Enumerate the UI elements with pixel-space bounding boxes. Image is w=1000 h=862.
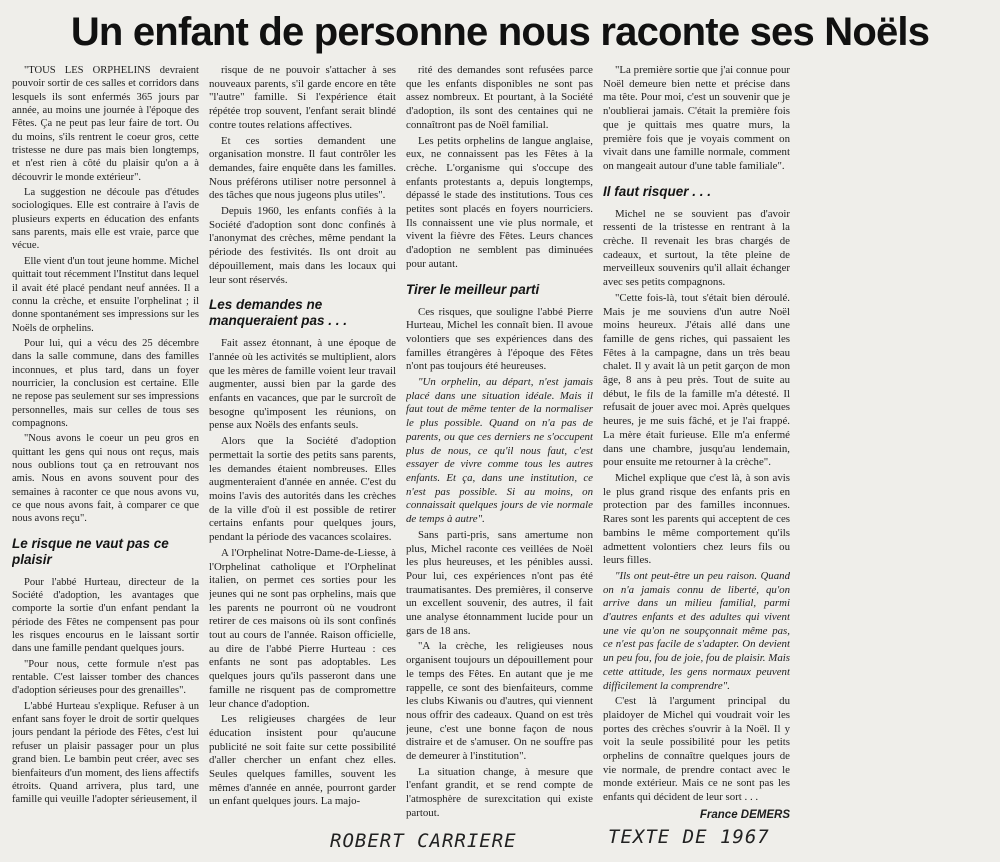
paragraph: Alors que la Société d'adoption permettait la sortie des petits sans parents, les demandes étaient nombreuses. Elles augmenteraient d'année en année. C'est du moins l'avis des autorités dans les crèches de la ville d'où il est possible de retirer certains enfants pour quelques jours, pendant la période des vacances scolaires. <box>209 435 396 544</box>
column-1 <box>12 64 199 826</box>
paragraph: A l'Orphelinat Notre-Dame-de-Liesse, à l'Orphelinat catholique et l'Orphelinat italien, on permet ces sorties pour les jeunes qui ne sont pas orphelins, mais que les parents ne pourront où ne voudront retirer de ces maisons où ils sont confinés tout au cours de l'année. Raison officielle, au dire de l'abbé Pierre Hurteau : ces enfants ne sont pas adoptables. Les quelques jours qu'ils passeront dans une famille ne risquent pas de compromettre leur chance d'adoption. <box>209 546 396 710</box>
paragraph: Elle vient d'un tout jeune homme. Michel quittait tout récemment l'Institut dans lequel il avait été placé pendant neuf années. Il a connu la crèche, et ensuite l'orphelinat ; il donne spontanément ses impressions sur les Noëls de orphelins. <box>12 255 199 334</box>
paragraph: Les petits orphelins de langue anglaise, eux, ne connaissent pas les Fêtes à la crèche. L'organisme qui s'occupe des enfants protestants a, depuis longtemps, dépassé le stade des institutions. Tous ces petites sont placés en foyers nourriciers. Ils connaissent une vie plus normale, et vivent la fièvre des Fêtes. Leurs chances d'adoption ne semblent pas diminuées pour autant. <box>406 134 593 270</box>
handwritten-date-note: TEXTE DE 1967 <box>608 826 770 848</box>
article-columns <box>12 64 992 826</box>
byline: France DEMERS <box>699 808 790 821</box>
section-heading: Il faut risquer . . . <box>603 183 712 199</box>
quote-paragraph: "Un orphelin, au départ, n'est jamais placé dans une situation idéale. Mais il faut tout de même tenter de la normaliser le plus possible. Quand on n'a pas de parents, ou que ces derniers ne s'occupent plus de nous, ce qu'il nous faut, c'est essayer de vivre comme tous les autres enfants. Et ça, dans une institution, ce n'est pas possible. Si au moins, on connaissait quelques jours de vie normale de temps à autre". <box>406 376 593 526</box>
paragraph: Les religieuses chargées de leur éducation insistent pour qu'aucune publicité ne soit faite sur cette possibilité d'aller chercher un enfant chez elles. Seules quelques familles, souvent les mêmes d'année en année, pourront garder un enfant quelques jours. La majo- <box>209 713 396 808</box>
paragraph: La situation change, à mesure que l'enfant grandit, et se rend compte de l'atmosphère de surexcitation qui existe partout. <box>406 765 593 819</box>
paragraph: Sans parti-pris, sans amertume non plus, Michel raconte ces veillées de Noël les plus heureuses, et les pénibles aussi. Pour lui, ces expériences n'ont pas été traumatisantes. Des premières, il conserve un excellent souvenir, des autres, il fait une analyse étonnamment lucide pour un gars de 18 ans. <box>406 528 593 637</box>
paragraph: "A la crèche, les religieuses nous organisent toujours un dépouillement pour le temps des Fêtes. En autant que je me rappelle, ce sont des bienfaiteurs, comme les clubs Kiwanis ou d'autres, qui viennent nous offrir des cadeaux. Quand on est très jeune, c'est une bonne façon de nous distraire et de s'amuser. On ne souffre pas de demeurer à l'institution". <box>406 640 593 763</box>
headline: Un enfant de personne nous raconte ses Noëls <box>70 10 930 54</box>
paragraph: risque de ne pouvoir s'attacher à ses nouveaux parents, s'il garde encore en tête "l'autre" famille. Si l'expérience était répétée trop souvent, l'enfant serait blindé contre toutes relations affectives. <box>209 64 396 131</box>
paragraph: "Nous avons le coeur un peu gros en quittant les gens qui nous ont reçus, mais nous oublions tout ça en retrouvant nos amis. Nous en avons souvent pour des semaines à raconter ce que nous avons vu, ce que nous avons fait, à comparer ce que nous avons reçu". <box>12 433 199 525</box>
paragraph: Fait assez étonnant, à une époque de l'année où les activités se multiplient, alors que les mères de famille voient leur travail augmenter, aussi bien par la garde des enfants en vacances, que par le surcroît de besogne qu'imposent les réunions, on pense aux Noëls des enfants seuls. <box>209 337 396 432</box>
paragraph: Ces risques, que souligne l'abbé Pierre Hurteau, Michel les connaît bien. Il avoue volontiers que ses expériences dans des familles étrangères à l'époque des Fêtes n'ont pas toujours été heureuses. <box>406 305 593 373</box>
paragraph: Depuis 1960, les enfants confiés à la Société d'adoption sont donc confinés à l'anonymat des crèches, même pendant la période des festivités. Ils ont droit au dépouillement, mais dans les locaux qui leur sont réservés. <box>209 205 396 286</box>
paragraph: C'est là l'argument principal du plaidoyer de Michel qui voudrait voir les portes des crèches s'ouvrir à la Noël. Il y voit la seule possibilité pour les petits orphelins de connaître quelques jours de vie normale, de prendre contact avec le monde extérieur. Mais ce ne sont pas les enfants qui décident de leur sort . . . <box>603 695 790 804</box>
paragraph: Pour l'abbé Hurteau, directeur de la Société d'adoption, les avantages que comporte la sortie d'un enfant pendant la période des Fêtes ne compensent pas pour les risques encourus en le laissant sortir dans une famille pendant quelques jours. <box>12 576 199 655</box>
paragraph: Pour lui, qui a vécu des 25 décembre dans la salle commune, dans des familles inconnues, et plus tard, dans un foyer nourricier, la conclusion est certaine. Elle ne repose pas seulement sur ses impressions personnelles, mais sur celles de tous ses compagnons. <box>12 337 199 429</box>
section-heading: Les demandes ne manqueraient pas . . . <box>209 297 348 329</box>
handwritten-author: ROBERT CARRIERE <box>330 830 517 852</box>
paragraph: "Cette fois-là, tout s'était bien déroulé. Mais je me souviens d'un autre Noël moins heureux. J'étais allé dans une famille de gens riches, qui passaient les Fêtes à la campagne, dans un très beau chalet. Il y avait là un petit garçon de mon âge, 8 ans à peu près. Tout de suite au début, le fils de la famille m'a détesté. Il refusait de jouer avec moi. Après quelques heures, je me suis fâché, et je l'ai frappé. La mère était furieuse. Elle m'a enfermé dans une chambre, jusqu'au lendemain, pour ensuite me retourner à la crèche". <box>603 291 790 469</box>
section-heading: Tirer le meilleur parti <box>406 281 540 297</box>
paragraph: Et ces sorties demandent une organisation monstre. Il faut contrôler les demandes, faire enquête dans les familles. Nous préférons utiliser notre personnel à des tâches que nous jugeons plus utiles". <box>209 134 396 202</box>
paragraph: "Pour nous, cette formule n'est pas rentable. C'est laisser tomber des chances d'adoption sérieuses pour des grenailles". <box>12 658 199 697</box>
section-heading: Le risque ne vaut pas ce plaisir <box>12 535 169 567</box>
quote-paragraph: "Ils ont peut-être un peu raison. Quand on n'a jamais connu de liberté, qu'on arrive dans un milieu familial, parmi d'autres enfants et des adultes qui vivent une vie qu'on ne soupçonnait même pas, ce n'est pas facile de s'adapter. On devient un peu fou, fou de joie, fou de plaisir. Mais cette attitude, les gens normaux peuvent difficilement la comprendre". <box>603 569 790 692</box>
paragraph: "TOUS LES ORPHELINS devraient pouvoir sortir de ces salles et corridors dans lesquels ils sont enfermés 365 jours par année, au moins une journée à l'époque des Fêtes. Ça ne peut pas leur faire de tort. Ou du moins, s'ils rentrent le coeur gros, cette tristesse ne dure pas mais bien longtemps, et n'est rien à côté du plaisir qu'on a à découvrir le monde extérieur". <box>12 65 199 183</box>
paragraph: Michel ne se souvient pas d'avoir ressenti de la tristesse en rentrant à la crèche. Il revenait les bras chargés de cadeaux, et surtout, la tête pleine de merveilleux souvenirs qu'il allait échanger avec ses petits compagnons. <box>603 207 790 289</box>
paragraph: La suggestion ne découle pas d'études sociologiques. Elle est contraire à l'avis de plusieurs experts en éducation des enfants sans parents, mais elle est vraie, parce que vécue. <box>12 187 199 252</box>
paragraph: Michel explique que c'est là, à son avis le plus grand risque des enfants pris en protection par des familles inconnues. Rares sont les parents qui acceptent de ces bambins le même comportement qu'ils admettent volontiers chez leurs fils ou leurs filles. <box>603 471 790 567</box>
paragraph: rité des demandes sont refusées parce que les enfants disponibles ne sont pas assez nombreux. Et pourtant, à la Société d'adoption, ils sont des centaines qui ne connaîtront pas de Noël familial. <box>406 64 593 131</box>
column-4 <box>603 64 790 826</box>
column-3 <box>406 64 593 826</box>
column-2 <box>209 64 396 826</box>
paragraph: L'abbé Hurteau s'explique. Refuser à un enfant sans foyer le droit de sortir quelques jours pendant la période des Fêtes, c'est lui refuser un plaisir passager pour un plus grand bien. Le bambin peut créer, avec ses bienfaiteurs d'un moment, des liens affectifs étroits. Quand arrivera, plus tard, une famille qui veuille l'adopter sérieusement, il <box>12 700 199 806</box>
paragraph: "La première sortie que j'ai connue pour Noël demeure bien nette et précise dans ma tête. Pour moi, c'est un souvenir que je n'oublierai jamais. C'était la première fois que je quittais mes quatre murs, la première fois que je voyais comment on vivait dans une famille normale, comment on mangeait autour d'une table familiale". <box>603 64 790 172</box>
